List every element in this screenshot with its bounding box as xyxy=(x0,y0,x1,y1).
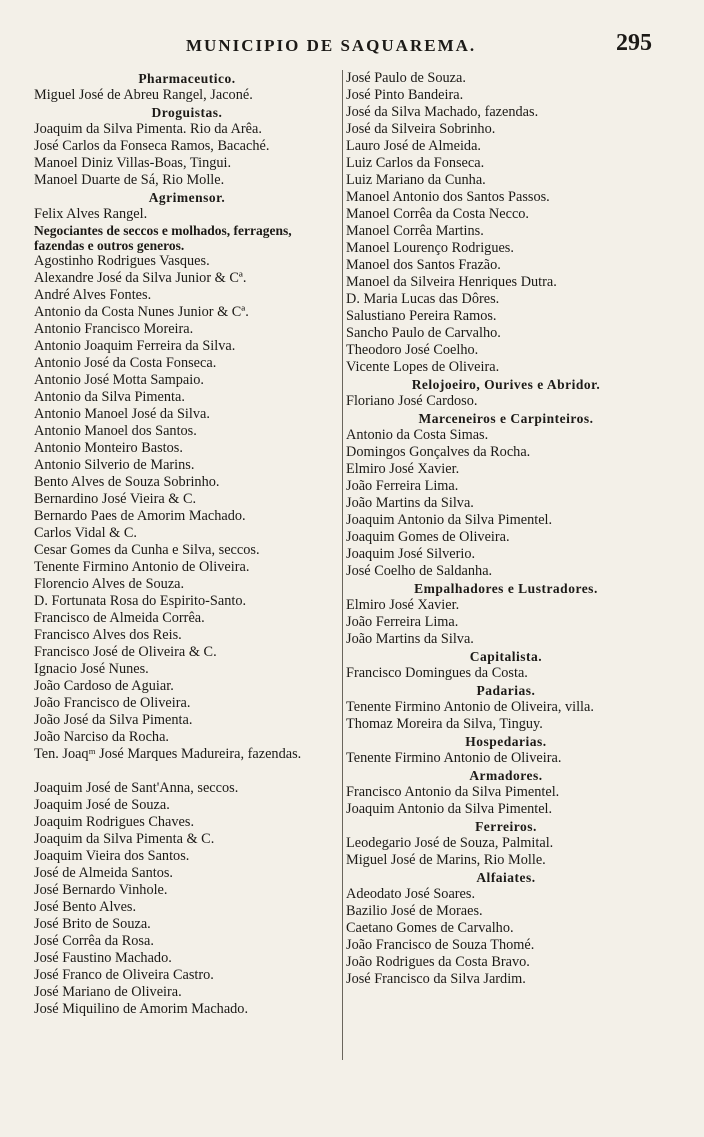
section-heading: Agrimensor. xyxy=(148,190,226,205)
list-entry: José Pinto Bandeira. xyxy=(346,87,464,103)
list-entry: Francisco José de Oliveira & C. xyxy=(34,644,217,660)
list-entry: Antonio da Costa Simas. xyxy=(346,427,489,443)
list-entry: José Miquilino de Amorim Machado. xyxy=(34,1001,249,1017)
list-entry: Bernardo Paes de Amorim Machado. xyxy=(34,508,246,524)
list-entry: Antonio José da Costa Fonseca. xyxy=(34,355,217,371)
list-entry: Miguel José de Marins, Rio Molle. xyxy=(346,852,546,868)
list-entry: Tenente Firmino Antonio de Oliveira, villa. xyxy=(346,699,594,715)
list-entry: Tenente Firmino Antonio de Oliveira. xyxy=(346,750,562,766)
list-entry: Alexandre José da Silva Junior & Cª. xyxy=(34,270,247,286)
section-heading: Alfaiates. xyxy=(476,870,536,885)
section-heading: Empalhadores e Lustradores. xyxy=(414,581,598,596)
list-entry: Elmiro José Xavier. xyxy=(346,597,460,613)
list-entry: João Martins da Silva. xyxy=(346,631,474,647)
section-heading: Padarias. xyxy=(476,683,536,698)
list-entry: Luiz Carlos da Fonseca. xyxy=(346,155,485,171)
list-entry: José de Almeida Santos. xyxy=(34,865,173,881)
list-entry: Luiz Mariano da Cunha. xyxy=(346,172,486,188)
list-entry: José Francisco da Silva Jardim. xyxy=(346,971,526,987)
list-entry: Elmiro José Xavier. xyxy=(346,461,460,477)
list-entry: Tenente Firmino Antonio de Oliveira. xyxy=(34,559,250,575)
list-entry: Manoel da Silveira Henriques Dutra. xyxy=(346,274,557,290)
list-entry: João Ferreira Lima. xyxy=(346,614,459,630)
list-entry: João Rodrigues da Costa Bravo. xyxy=(346,954,530,970)
list-entry: Joaquim José de Sant'Anna, seccos. xyxy=(34,780,239,796)
list-entry: André Alves Fontes. xyxy=(34,287,152,303)
list-entry: Vicente Lopes de Oliveira. xyxy=(346,359,500,375)
list-entry: Francisco de Almeida Corrêa. xyxy=(34,610,205,626)
list-entry: José Franco de Oliveira Castro. xyxy=(34,967,214,983)
list-entry: Carlos Vidal & C. xyxy=(34,525,137,541)
section-heading: Ferreiros. xyxy=(475,819,537,834)
list-entry: Cesar Gomes da Cunha e Silva, seccos. xyxy=(34,542,260,558)
list-entry: Ignacio José Nunes. xyxy=(34,661,149,677)
list-entry: José da Silveira Sobrinho. xyxy=(346,121,496,137)
list-entry: Joaquim Rodrigues Chaves. xyxy=(34,814,195,830)
section-heading: Capitalista. xyxy=(469,649,543,664)
list-entry: Miguel José de Abreu Rangel, Jaconé. xyxy=(34,87,253,103)
list-entry: Sancho Paulo de Carvalho. xyxy=(346,325,501,341)
page-header xyxy=(0,30,704,60)
list-entry: José Faustino Machado. xyxy=(34,950,172,966)
page-number: 295 xyxy=(616,30,652,56)
section-heading: Pharmaceutico. xyxy=(138,71,236,86)
list-entry: José Coelho de Saldanha. xyxy=(346,563,493,579)
list-entry: Manoel Duarte de Sá, Rio Molle. xyxy=(34,172,225,188)
list-entry: Antonio Monteiro Bastos. xyxy=(34,440,183,456)
section-heading: Armadores. xyxy=(469,768,543,783)
list-entry: João Cardoso de Aguiar. xyxy=(34,678,174,694)
list-entry: Antonio Manoel José da Silva. xyxy=(34,406,210,422)
list-entry: José da Silva Machado, fazendas. xyxy=(346,104,539,120)
list-entry: Antonio da Silva Pimenta. xyxy=(34,389,185,405)
list-entry: Caetano Gomes de Carvalho. xyxy=(346,920,514,936)
list-entry: Francisco Antonio da Silva Pimentel. xyxy=(346,784,560,800)
list-entry: Joaquim José de Souza. xyxy=(34,797,170,813)
list-entry: João Martins da Silva. xyxy=(346,495,474,511)
list-entry: José Mariano de Oliveira. xyxy=(34,984,182,1000)
list-entry: Leodegario José de Souza, Palmital. xyxy=(346,835,554,851)
list-entry: Manoel Lourenço Rodrigues. xyxy=(346,240,514,256)
list-entry: Manoel dos Santos Frazão. xyxy=(346,257,501,273)
list-entry: Antonio José Motta Sampaio. xyxy=(34,372,204,388)
list-entry: João José da Silva Pimenta. xyxy=(34,712,193,728)
list-entry: Joaquim Antonio da Silva Pimentel. xyxy=(346,512,553,528)
list-entry: Thomaz Moreira da Silva, Tinguy. xyxy=(346,716,543,732)
list-entry: José Brito de Souza. xyxy=(34,916,151,932)
list-entry: José Bento Alves. xyxy=(34,899,137,915)
list-entry: Salustiano Pereira Ramos. xyxy=(346,308,497,324)
list-entry: Antonio da Costa Nunes Junior & Cª. xyxy=(34,304,249,320)
section-heading: Droguistas. xyxy=(151,105,223,120)
list-entry: Florencio Alves de Souza. xyxy=(34,576,185,592)
list-entry: João Francisco de Souza Thomé. xyxy=(346,937,535,953)
list-entry: Agostinho Rodrigues Vasques. xyxy=(34,253,210,269)
list-entry: Manoel Antonio dos Santos Passos. xyxy=(346,189,550,205)
left-column xyxy=(34,70,340,1018)
list-entry: Domingos Gonçalves da Rocha. xyxy=(346,444,531,460)
list-entry: Antonio Francisco Moreira. xyxy=(34,321,194,337)
section-heading: Negociantes de seccos e molhados, ferragens, fazendas e outros generos. xyxy=(34,223,292,253)
list-entry: D. Maria Lucas das Dôres. xyxy=(346,291,500,307)
list-entry: Adeodato José Soares. xyxy=(346,886,476,902)
list-entry: Bernardino José Vieira & C. xyxy=(34,491,197,507)
list-entry: Bento Alves de Souza Sobrinho. xyxy=(34,474,220,490)
list-entry: Joaquim da Silva Pimenta & C. xyxy=(34,831,215,847)
section-heading: Relojoeiro, Ourives e Abridor. xyxy=(411,377,601,392)
list-entry: José Paulo de Souza. xyxy=(346,70,466,86)
list-entry: Joaquim Gomes de Oliveira. xyxy=(346,529,510,545)
section-heading: Marceneiros e Carpinteiros. xyxy=(418,411,594,426)
list-entry: Felix Alves Rangel. xyxy=(34,206,148,222)
list-entry: Ten. Joaqᵐ José Marques Madureira, fazendas. xyxy=(34,746,302,762)
list-entry: Lauro José de Almeida. xyxy=(346,138,481,154)
list-entry: Theodoro José Coelho. xyxy=(346,342,479,358)
list-entry: Bazilio José de Moraes. xyxy=(346,903,483,919)
list-entry: Floriano José Cardoso. xyxy=(346,393,478,409)
right-column xyxy=(346,70,666,988)
list-entry: Antonio Silverio de Marins. xyxy=(34,457,195,473)
list-entry: José Carlos da Fonseca Ramos, Bacaché. xyxy=(34,138,270,154)
list-entry: Francisco Alves dos Reis. xyxy=(34,627,182,643)
list-entry: Manoel Diniz Villas-Boas, Tingui. xyxy=(34,155,232,171)
list-entry: João Narciso da Rocha. xyxy=(34,729,169,745)
list-entry: João Francisco de Oliveira. xyxy=(34,695,191,711)
list-entry: Joaquim Antonio da Silva Pimentel. xyxy=(346,801,553,817)
list-entry: José Bernardo Vinhole. xyxy=(34,882,168,898)
list-entry: Manoel Corrêa Martins. xyxy=(346,223,484,239)
list-entry: Joaquim da Silva Pimenta. Rio da Arêa. xyxy=(34,121,262,137)
page-title: MUNICIPIO DE SAQUAREMA. xyxy=(186,36,477,55)
column-divider xyxy=(342,70,343,1060)
list-entry: Antonio Manoel dos Santos. xyxy=(34,423,197,439)
list-entry: D. Fortunata Rosa do Espirito-Santo. xyxy=(34,593,247,609)
list-entry: José Corrêa da Rosa. xyxy=(34,933,154,949)
section-heading: Hospedarias. xyxy=(465,734,547,749)
list-entry: João Ferreira Lima. xyxy=(346,478,459,494)
list-entry: Antonio Joaquim Ferreira da Silva. xyxy=(34,338,236,354)
list-entry: Francisco Domingues da Costa. xyxy=(346,665,528,681)
list-entry: Manoel Corrêa da Costa Necco. xyxy=(346,206,530,222)
list-entry: Joaquim José Silverio. xyxy=(346,546,476,562)
list-entry: Joaquim Vieira dos Santos. xyxy=(34,848,190,864)
